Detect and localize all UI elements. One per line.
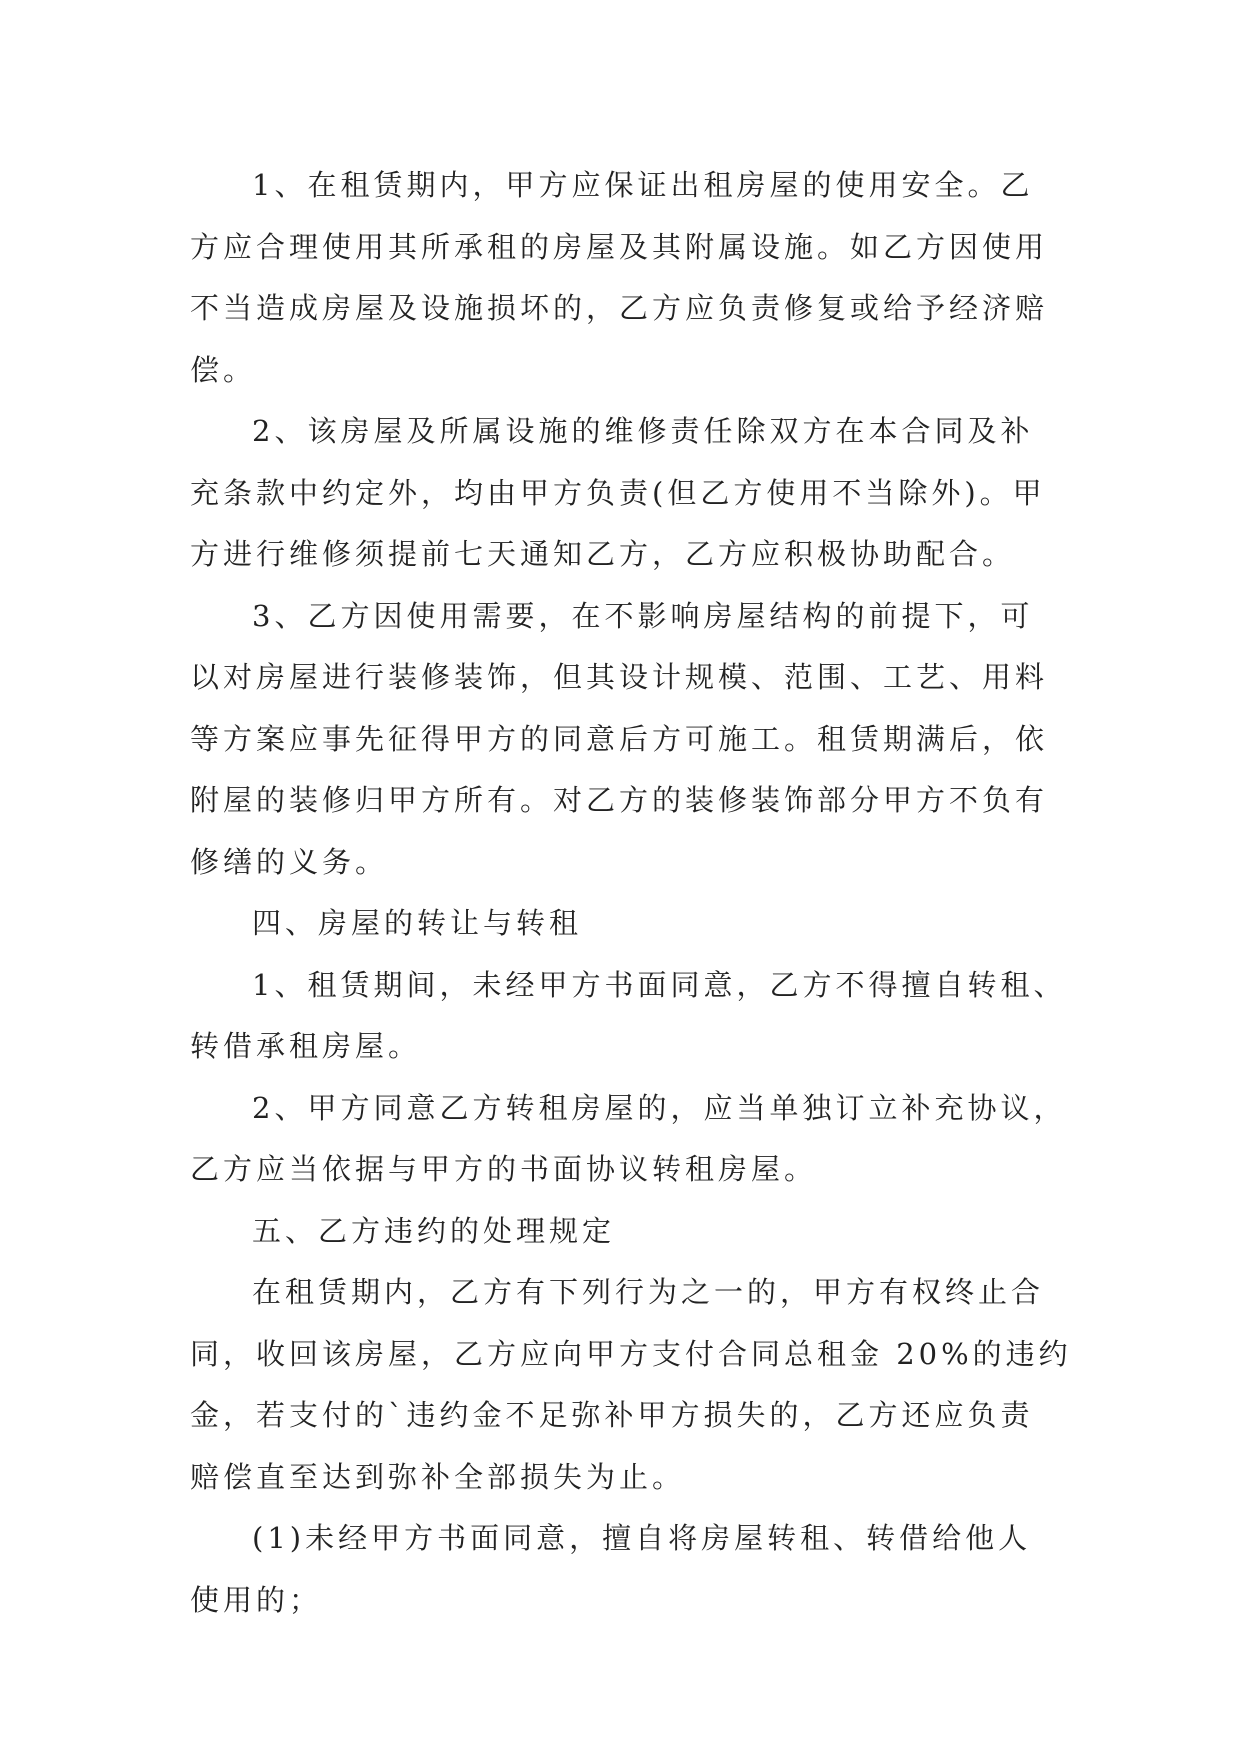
document-text-line: 1、租赁期间，未经甲方书面同意，乙方不得擅自转租、 <box>252 967 1067 1002</box>
document-text-line: 乙方应当依据与甲方的书面协议转租房屋。 <box>190 1152 818 1186</box>
document-text-line: 充条款中约定外，均由甲方负责(但乙方使用不当除外)。甲 <box>190 475 1046 510</box>
document-text-line: 修缮的义务。 <box>190 844 389 879</box>
document-text-line: 方进行维修须提前七天通知乙方，乙方应积极协助配合。 <box>190 537 1016 571</box>
document-text-line: 四、房屋的转让与转租 <box>252 906 583 940</box>
document-text-line: 2、该房屋及所属设施的维修责任除双方在本合同及补 <box>252 414 1034 448</box>
document-text-line: 3、乙方因使用需要，在不影响房屋结构的前提下，可 <box>252 598 1034 633</box>
document-text-line: 附屋的装修归甲方所有。对乙方的装修装饰部分甲方不负有 <box>190 783 1049 817</box>
document-text-line: 等方案应事先征得甲方的同意后方可施工。租赁期满后，依 <box>190 721 1049 756</box>
document-text-line: 在租赁期内，乙方有下列行为之一的，甲方有权终止合 <box>252 1275 1045 1309</box>
document-text-line: 1、在租赁期内，甲方应保证出租房屋的使用安全。乙 <box>252 168 1034 202</box>
document-text-line: 使用的； <box>190 1582 323 1617</box>
document-text-line: 金，若支付的`违约金不足弥补甲方损失的，乙方还应负责 <box>190 1398 1034 1432</box>
document-text-line: 以对房屋进行装修装饰，但其设计规模、范围、工艺、用料 <box>190 660 1049 694</box>
document-text-line: 方应合理使用其所承租的房屋及其附属设施。如乙方因使用 <box>190 229 1049 264</box>
document-text-line: 偿。 <box>190 352 257 387</box>
document-text-line: 赔偿直至达到弥补全部损失为止。 <box>190 1459 686 1494</box>
document-text-line: 五、乙方违约的处理规定 <box>252 1213 616 1248</box>
document-text-line: 同，收回该房屋，乙方应向甲方支付合同总租金 20%的违约 <box>190 1336 1072 1371</box>
document-text-line: 转借承租房屋。 <box>190 1029 422 1063</box>
document-text-line: 不当造成房屋及设施损坏的，乙方应负责修复或给予经济赔 <box>190 291 1049 325</box>
document-text-line: 2、甲方同意乙方转租房屋的，应当单独订立补充协议， <box>252 1090 1067 1125</box>
document-text-line: (1)未经甲方书面同意，擅自将房屋转租、转借给他人 <box>252 1521 1032 1555</box>
document-page <box>190 155 1072 1631</box>
